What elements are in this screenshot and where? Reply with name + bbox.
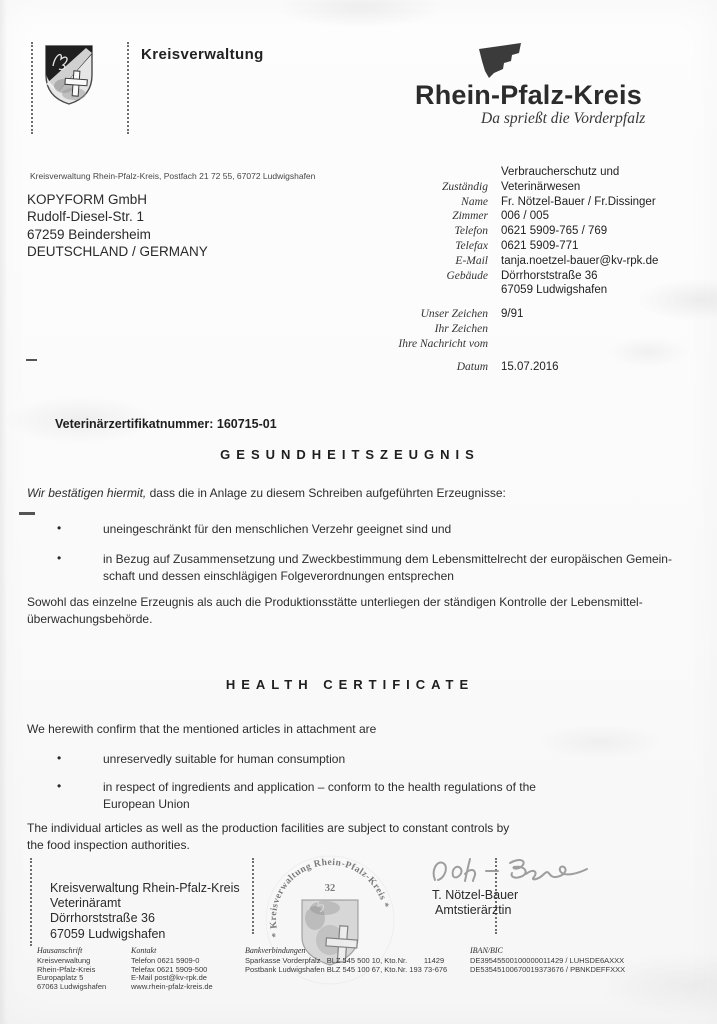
contact-row: Zuständig Veterinärwesen <box>441 180 581 193</box>
reference-row: Ihre Nachricht vom <box>398 337 488 350</box>
bullet-icon: • <box>57 751 62 765</box>
english-bullet-2: in respect of ingredients and application – conform to the health regulations of the European Union <box>103 780 536 811</box>
english-intro: We herewith confirm that the mentioned articles in attachment are <box>27 722 377 736</box>
contact-row: Telefon 0621 5909-765 / 769 <box>454 225 608 238</box>
sender-line: Kreisverwaltung Rhein-Pfalz-Kreis, Postfach 21 72 55, 67072 Ludwigshafen <box>30 171 316 181</box>
certificate-number: Veterinärzertifikatnummer: 160715-01 <box>55 417 277 431</box>
fold-mark-line <box>31 42 33 134</box>
recipient-line: 67259 Beindersheim <box>27 226 151 242</box>
footer-col-kontakt: Kontakt Telefon 0621 5909-0 Telefax 0621 5909-500 E-Mail post@kv-rpk.de www.rhein-pfalz-kreis.de <box>131 946 213 992</box>
contact-row: Verbraucherschutz und <box>501 166 620 178</box>
recipient-line: Rudolf-Diesel-Str. 1 <box>27 209 145 225</box>
stamp-ring-text: * Kreisverwaltung Rhein-Pfalz-Kreis * <box>268 857 390 939</box>
contact-row: Gebäude Dörrhorststraße 36 <box>446 269 598 282</box>
german-bullet-1: uneingeschränkt für den menschlichen Verzehr geeignet sind und <box>103 522 452 536</box>
recipient-line: DEUTSCHLAND / GERMANY <box>27 243 208 259</box>
brand-slogan: Da sprießt die Vorderpfalz <box>481 110 646 127</box>
reference-row: Unser Zeichen 9/91 <box>420 308 524 320</box>
issuing-office-address: Kreisverwaltung Rhein-Pfalz-Kreis Veterinäramt Dörrhorststraße 36 67059 Ludwigshafen <box>50 881 240 941</box>
german-intro: Wir bestätigen hiermit, dass die in Anlage zu diesem Schreiben aufgeführten Erzeugnisse: <box>27 486 506 500</box>
bullet-icon: • <box>57 779 62 793</box>
date-label: Datum <box>456 361 488 373</box>
contact-row: Telefax 0621 5909-771 <box>455 239 579 252</box>
contact-row: Name Fr. Nötzel-Bauer / Fr.Dissinger <box>461 195 656 208</box>
contact-row-email: E-Mail tanja.noetzel-bauer@kv-rpk.de <box>455 254 659 267</box>
fold-mark-line <box>30 858 32 946</box>
recipient-address <box>27 191 208 260</box>
signer-name: T. Nötzel-Bauer <box>432 888 519 902</box>
english-heading: HEALTH CERTIFICATE <box>225 677 475 692</box>
german-closing: Sowohl das einzelne Erzeugnis als auch die Produktionsstätte unterliegen der ständigen Kontrolle der Lebensmittel- überwachungsbehörde. <box>27 595 643 626</box>
english-closing: The individual articles as well as the production facilities are subject to constant controls by the food inspection authorities. <box>27 821 510 852</box>
footer-col-iban: IBAN/BIC DE39545500100000011429 / LUHSDE6AXXX DE53545100670019373676 / PBNKDEFFXXX <box>470 946 626 974</box>
stamp-number: 32 <box>324 883 336 894</box>
contact-row: 67059 Ludwigshafen <box>501 284 608 297</box>
fold-mark-line <box>127 42 129 134</box>
footer-col-bank: Bankverbindungen Sparkasse Vorderpfalz BLZ 545 500 10, Kto.Nr. 11429 Postbank Ludwigshafen BLZ 545 100 67, Kto.Nr. 193 73-676 <box>245 946 448 974</box>
contact-block <box>378 166 658 299</box>
fold-mark <box>26 359 37 361</box>
footer-col-hausanschrift: Hausanschrift Kreisverwaltung Rhein-Pfalz-Kreis Europaplatz 5 67063 Ludwigshafen <box>37 946 107 992</box>
dept-title: Kreisverwaltung <box>141 46 264 63</box>
bullet-icon: • <box>57 521 62 535</box>
fold-mark <box>19 512 35 515</box>
english-bullet-1: unreservedly suitable for human consumption <box>103 752 346 766</box>
german-bullet-2: in Bezug auf Zusammensetzung und Zweckbestimmung dem Lebensmittelrecht der europäischen Gemein- schaft und dessen einschlägigen Folgeverordnungen entsprechen <box>103 552 672 583</box>
contact-row: Zimmer 006 / 005 <box>452 210 549 223</box>
reference-row: Ihr Zeichen <box>434 322 488 335</box>
date-row <box>378 361 559 376</box>
coat-of-arms-icon <box>44 44 94 106</box>
brand-name: Rhein-Pfalz-Kreis <box>415 80 642 110</box>
brand-flag-icon <box>477 43 523 81</box>
reference-block <box>378 308 523 352</box>
bullet-icon: • <box>57 551 62 565</box>
fold-mark-line <box>252 858 254 934</box>
signer-title: Amtstierärztin <box>435 903 512 917</box>
date-value: 15.07.2016 <box>501 361 559 373</box>
german-heading: GESUNDHEITSZEUGNIS <box>220 447 480 462</box>
recipient-line: KOPYFORM GmbH <box>27 192 148 207</box>
